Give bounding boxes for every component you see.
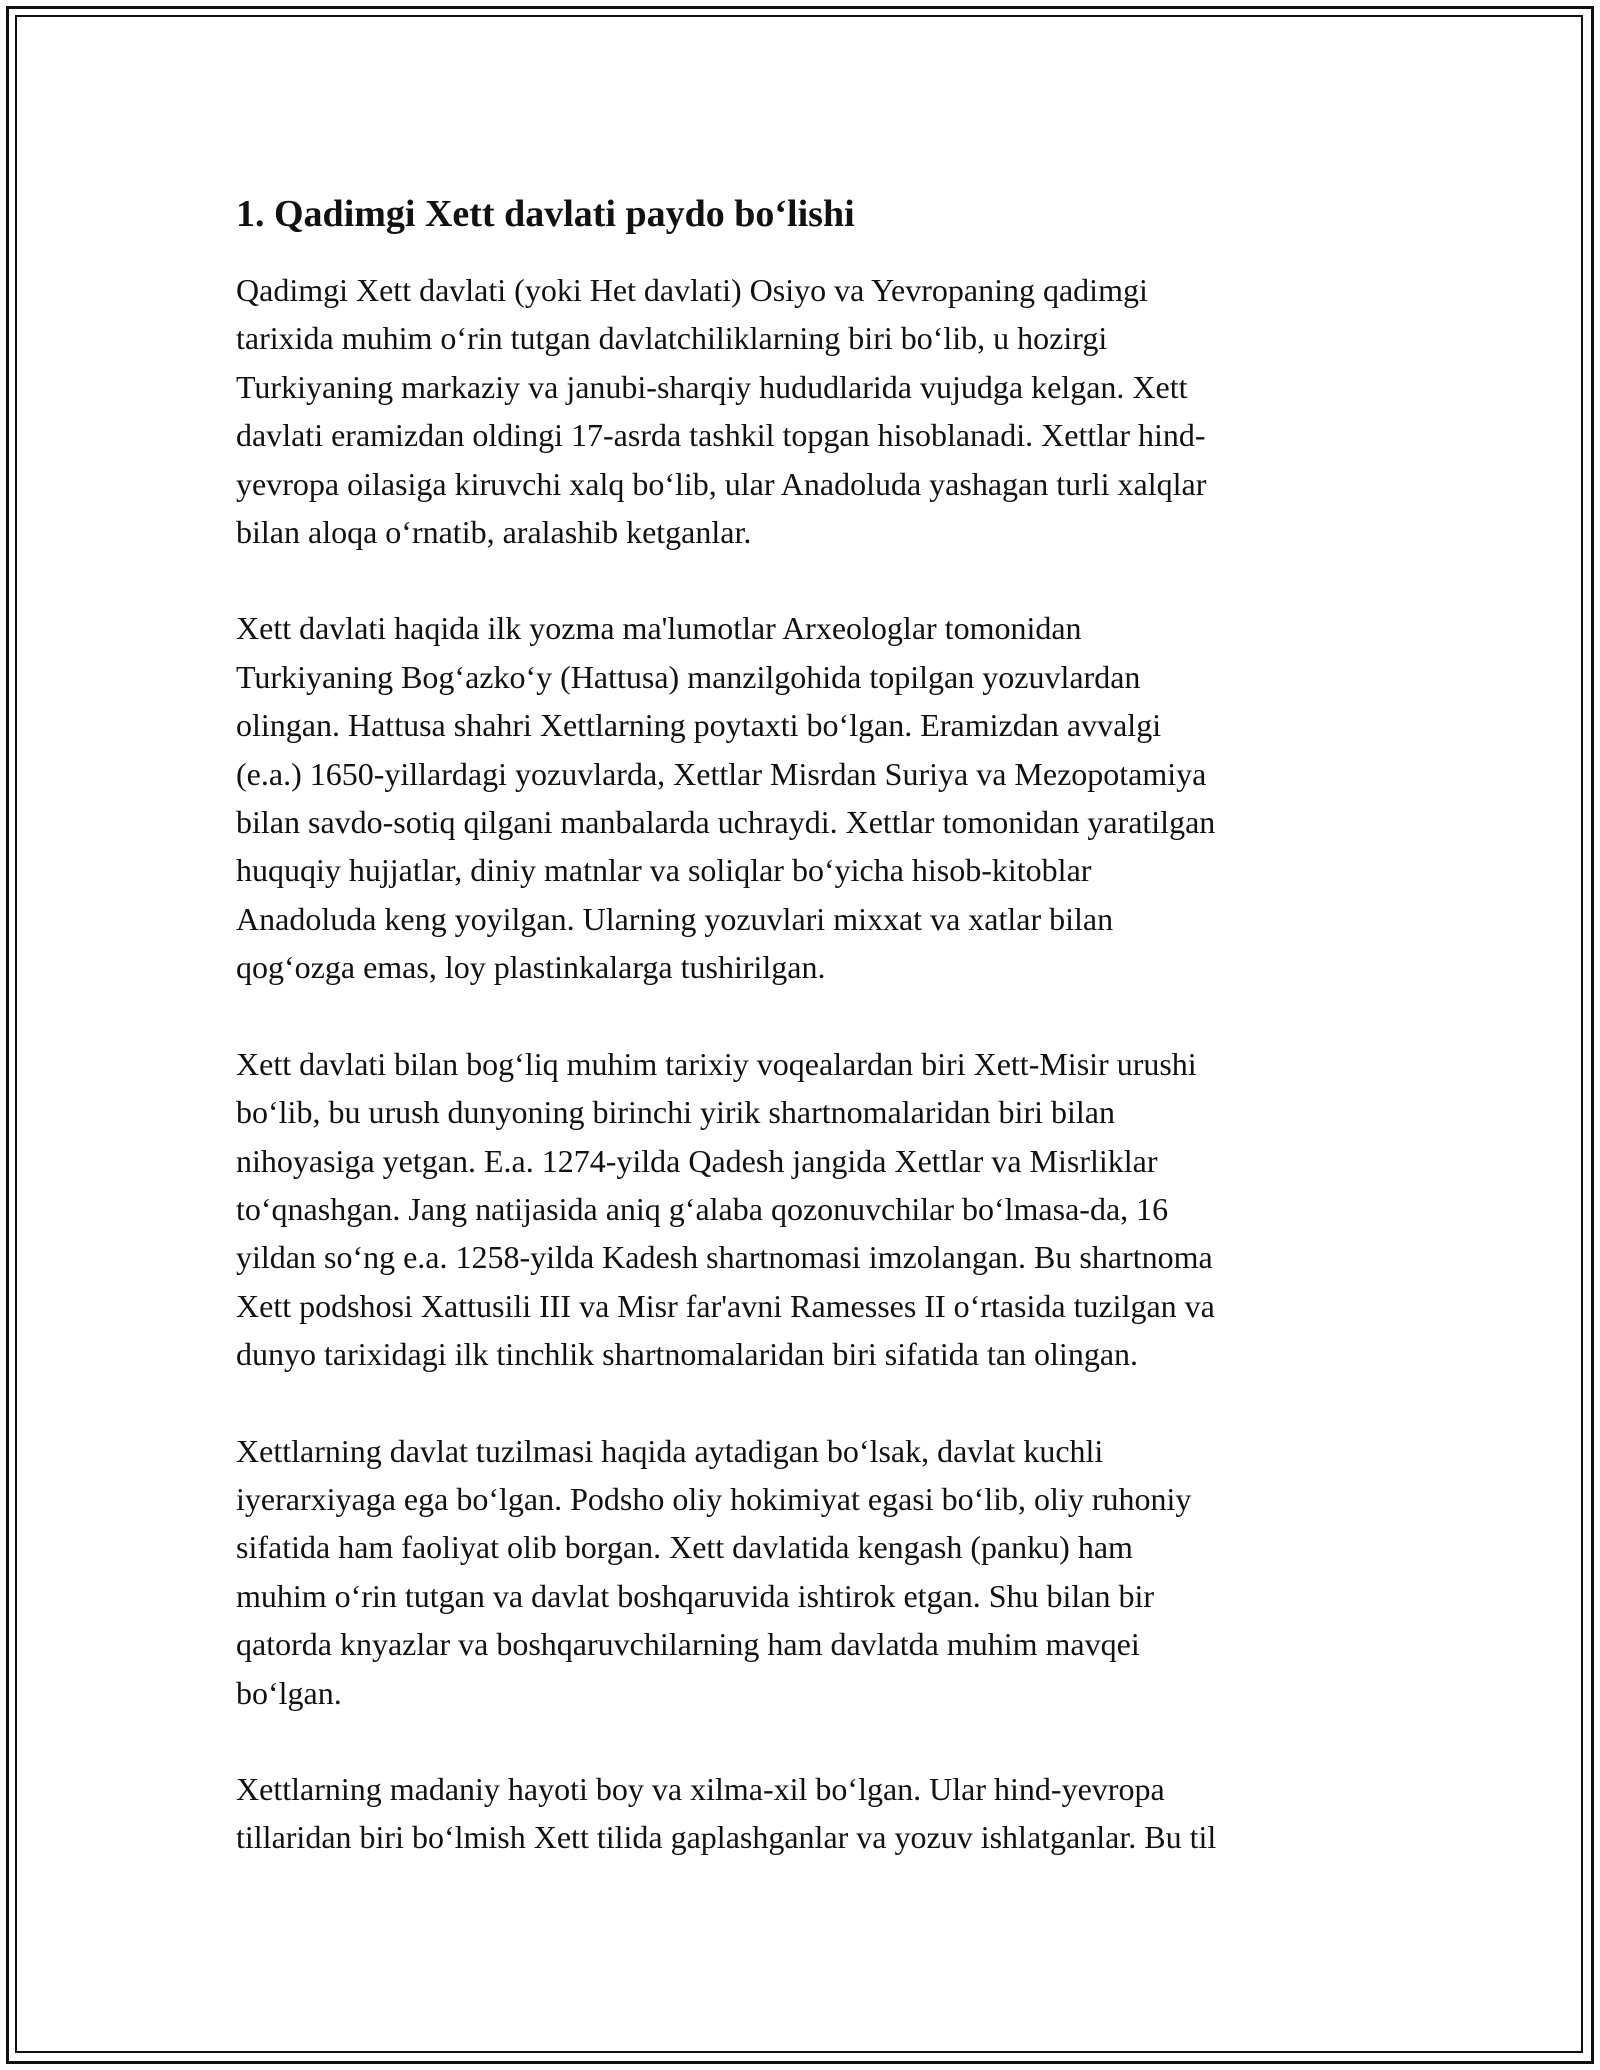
paragraph-1 — [236, 266, 1366, 556]
paragraph-5 — [236, 1765, 1366, 1862]
text-line: Turkiyaning markaziy va janubi-sharqiy hududlarida vujudga kelgan. Xett — [236, 368, 1188, 405]
paragraph-4 — [236, 1427, 1366, 1717]
text-line: nihoyasiga yetgan. E.a. 1274-yilda Qadesh jangida Xettlar va Misrliklar — [236, 1142, 1158, 1179]
text-line: yildan so‘ng e.a. 1258-yilda Kadesh shartnomasi imzolangan. Bu shartnoma — [236, 1239, 1213, 1276]
text-line: dunyo tarixidagi ilk tinchlik shartnomalaridan biri sifatida tan olingan. — [236, 1336, 1139, 1373]
paragraph-3 — [236, 1040, 1366, 1379]
text-line: Anadoluda keng yoyilgan. Ularning yozuvlari mixxat va xatlar bilan — [236, 900, 1114, 937]
text-line: sifatida ham faoliyat olib borgan. Xett davlatida kengash (panku) ham — [236, 1529, 1133, 1566]
text-line: bo‘lgan. — [236, 1674, 342, 1711]
text-line: bilan aloqa o‘rnatib, aralashib ketganlar. — [236, 514, 752, 551]
text-line: olingan. Hattusa shahri Xettlarning poytaxti bo‘lgan. Eramizdan avvalgi — [236, 707, 1162, 744]
text-line: Xett davlati bilan bog‘liq muhim tarixiy voqealardan biri Xett-Misir urushi — [236, 1045, 1197, 1082]
text-line: to‘qnashgan. Jang natijasida aniq g‘alaba qozonuvchilar bo‘lmasa-da, 16 — [236, 1190, 1169, 1227]
text-line: tarixida muhim o‘rin tutgan davlatchiliklarning biri bo‘lib, u hozirgi — [236, 320, 1108, 357]
text-line: (e.a.) 1650-yillardagi yozuvlarda, Xettlar Misrdan Suriya va Mezopotamiya — [236, 755, 1207, 792]
paragraph-list — [236, 266, 1366, 1862]
text-line: Xett podshosi Xattusili III va Misr far'avni Ramesses II o‘rtasida tuzilgan va — [236, 1287, 1215, 1324]
text-line: Turkiyaning Bog‘azko‘y (Hattusa) manzilgohida topilgan yozuvlardan — [236, 658, 1141, 695]
text-line: Qadimgi Xett davlati (yoki Het davlati) Osiyo va Yevropaning qadimgi — [236, 272, 1148, 308]
text-line: bo‘lib, bu urush dunyoning birinchi yirik shartnomalaridan biri bilan — [236, 1094, 1115, 1131]
document-body — [236, 186, 1366, 1862]
paragraph-2 — [236, 604, 1366, 991]
text-line: bilan savdo-sotiq qilgani manbalarda uchraydi. Xettlar tomonidan yaratilgan — [236, 804, 1216, 841]
text-line: Xett davlati haqida ilk yozma ma'lumotlar Arxeologlar tomonidan — [236, 610, 1082, 647]
text-line: tillaridan biri bo‘lmish Xett tilida gaplashganlar va yozuv ishlatganlar. Bu til — [236, 1819, 1217, 1856]
text-line: davlati eramizdan oldingi 17-asrda tashkil topgan hisoblanadi. Xettlar hind- — [236, 417, 1206, 454]
text-line: iyerarxiyaga ega bo‘lgan. Podsho oliy hokimiyat egasi bo‘lib, oliy ruhoniy — [236, 1480, 1192, 1517]
text-line: Xettlarning madaniy hayoti boy va xilma-xil bo‘lgan. Ular hind-yevropa — [236, 1770, 1165, 1807]
text-line: Xettlarning davlat tuzilmasi haqida aytadigan bo‘lsak, davlat kuchli — [236, 1432, 1104, 1469]
text-line: yevropa oilasiga kiruvchi xalq bo‘lib, ular Anadoluda yashagan turli xalqlar — [236, 465, 1207, 502]
section-heading: 1. Qadimgi Xett davlati paydo bo‘lishi — [236, 193, 855, 235]
text-line: qatorda knyazlar va boshqaruvchilarning ham davlatda muhim mavqei — [236, 1626, 1140, 1663]
text-line: qog‘ozga emas, loy plastinkalarga tushirilgan. — [236, 949, 826, 986]
text-line: muhim o‘rin tutgan va davlat boshqaruvida ishtirok etgan. Shu bilan bir — [236, 1577, 1155, 1614]
text-line: huquqiy hujjatlar, diniy matnlar va soliqlar bo‘yicha hisob-kitoblar — [236, 852, 1092, 889]
